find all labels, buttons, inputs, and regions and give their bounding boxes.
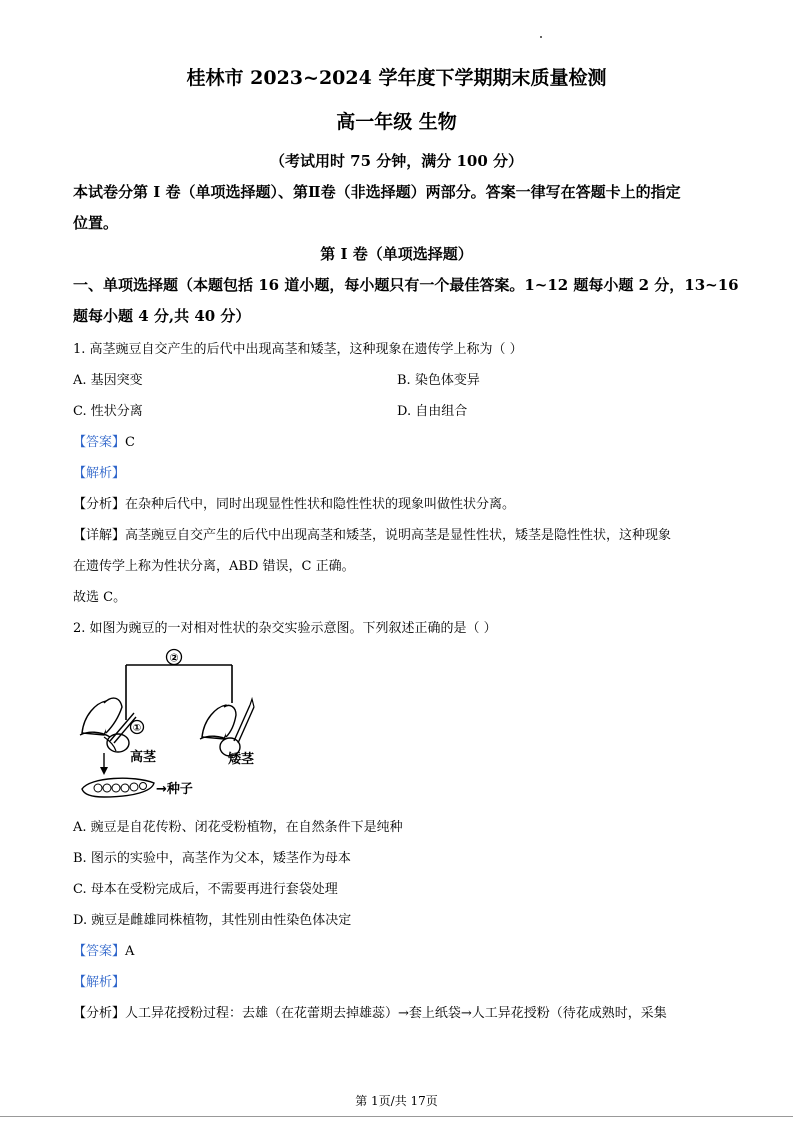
page-title: 桂林市 2023~2024 学年度下学期期末质量检测 bbox=[186, 67, 607, 89]
tall-flower-icon bbox=[80, 698, 136, 752]
answer-value: A bbox=[125, 944, 135, 959]
section-instructions-2: 题每小题 4 分,共 40 分） bbox=[73, 307, 251, 325]
scan-dot bbox=[540, 36, 542, 38]
section-instructions-1: 一、单项选择题（本题包括 16 道小题，每小题只有一个最佳答案。1~12 题每小题 2 分，13~16 bbox=[73, 276, 739, 294]
label-2: ② bbox=[169, 651, 179, 665]
q2-option-c: C. 母本在受粉完成后，不需要再进行套袋处理 bbox=[73, 882, 338, 897]
bottom-divider bbox=[0, 1116, 793, 1117]
section-title: 第 I 卷（单项选择题） bbox=[320, 245, 473, 263]
label-seed: →种子 bbox=[156, 782, 193, 797]
q1-fenxi bbox=[73, 493, 515, 512]
page-subtitle: 高一年级 生物 bbox=[336, 111, 457, 133]
q1-option-d: D. 自由组合 bbox=[397, 404, 468, 419]
fenxi-tag: 【分析】 bbox=[73, 1006, 126, 1021]
intro-line-1: 本试卷分第 I 卷（单项选择题）、第Ⅱ卷（非选择题）两部分。答案一律写在答题卡上的指定 bbox=[73, 183, 681, 201]
down-arrow-icon bbox=[100, 767, 108, 775]
q2-option-a: A. 豌豆是自花传粉、闭花受粉植物，在自然条件下是纯种 bbox=[73, 820, 403, 835]
q2-stem: 2. 如图为豌豆的一对相对性状的杂交实验示意图。下列叙述正确的是（ ） bbox=[73, 621, 497, 636]
detail-tag: 【详解】 bbox=[73, 528, 126, 543]
label-tall: 高茎 bbox=[130, 750, 157, 765]
pea-cross-figure bbox=[74, 645, 274, 805]
q1-stem: 1. 高茎豌豆自交产生的后代中出现高茎和矮茎，这种现象在遗传学上称为（ ） bbox=[73, 342, 523, 357]
q2-answer bbox=[73, 940, 134, 959]
q1-option-c: C. 性状分离 bbox=[73, 404, 143, 419]
q2-analysis-tag: 【解析】 bbox=[73, 975, 126, 990]
fenxi-text: 人工异花授粉过程：去雄（在花蕾期去掉雄蕊）→套上纸袋→人工异花授粉（待花成熟时，采集 bbox=[125, 1006, 667, 1021]
answer-tag: 【答案】 bbox=[73, 944, 126, 959]
label-1: ① bbox=[132, 723, 142, 734]
q2-option-b: B. 图示的实验中，高茎作为父本，矮茎作为母本 bbox=[73, 851, 351, 866]
fenxi-text: 在杂种后代中，同时出现显性性状和隐性性状的现象叫做性状分离。 bbox=[125, 497, 516, 512]
q2-option-d: D. 豌豆是雌雄同株植物，其性别由性染色体决定 bbox=[73, 913, 352, 928]
exam-info: （考试用时 75 分钟，满分 100 分） bbox=[269, 152, 524, 170]
q2-fenxi bbox=[73, 1002, 667, 1021]
intro-line-2: 位置。 bbox=[73, 214, 119, 232]
q1-detail-line-1 bbox=[73, 524, 671, 543]
q1-detail-line-2: 在遗传学上称为性状分离，ABD 错误，C 正确。 bbox=[73, 559, 355, 574]
pea-pod-icon bbox=[82, 778, 154, 797]
answer-tag: 【答案】 bbox=[73, 435, 126, 450]
page-footer: 第 1页/共 17页 bbox=[355, 1094, 438, 1108]
short-flower-icon bbox=[200, 699, 254, 756]
q1-conclusion: 故选 C。 bbox=[73, 590, 127, 605]
detail-text: 高茎豌豆自交产生的后代中出现高茎和矮茎，说明高茎是显性性状，矮茎是隐性性状，这种现象 bbox=[125, 528, 672, 543]
q1-option-b: B. 染色体变异 bbox=[397, 373, 480, 388]
label-short: 矮茎 bbox=[228, 752, 255, 767]
answer-value: C bbox=[125, 435, 135, 450]
fenxi-tag: 【分析】 bbox=[73, 497, 126, 512]
q1-option-a: A. 基因突变 bbox=[73, 373, 143, 388]
q1-answer bbox=[73, 431, 135, 450]
q1-analysis-tag: 【解析】 bbox=[73, 466, 126, 481]
